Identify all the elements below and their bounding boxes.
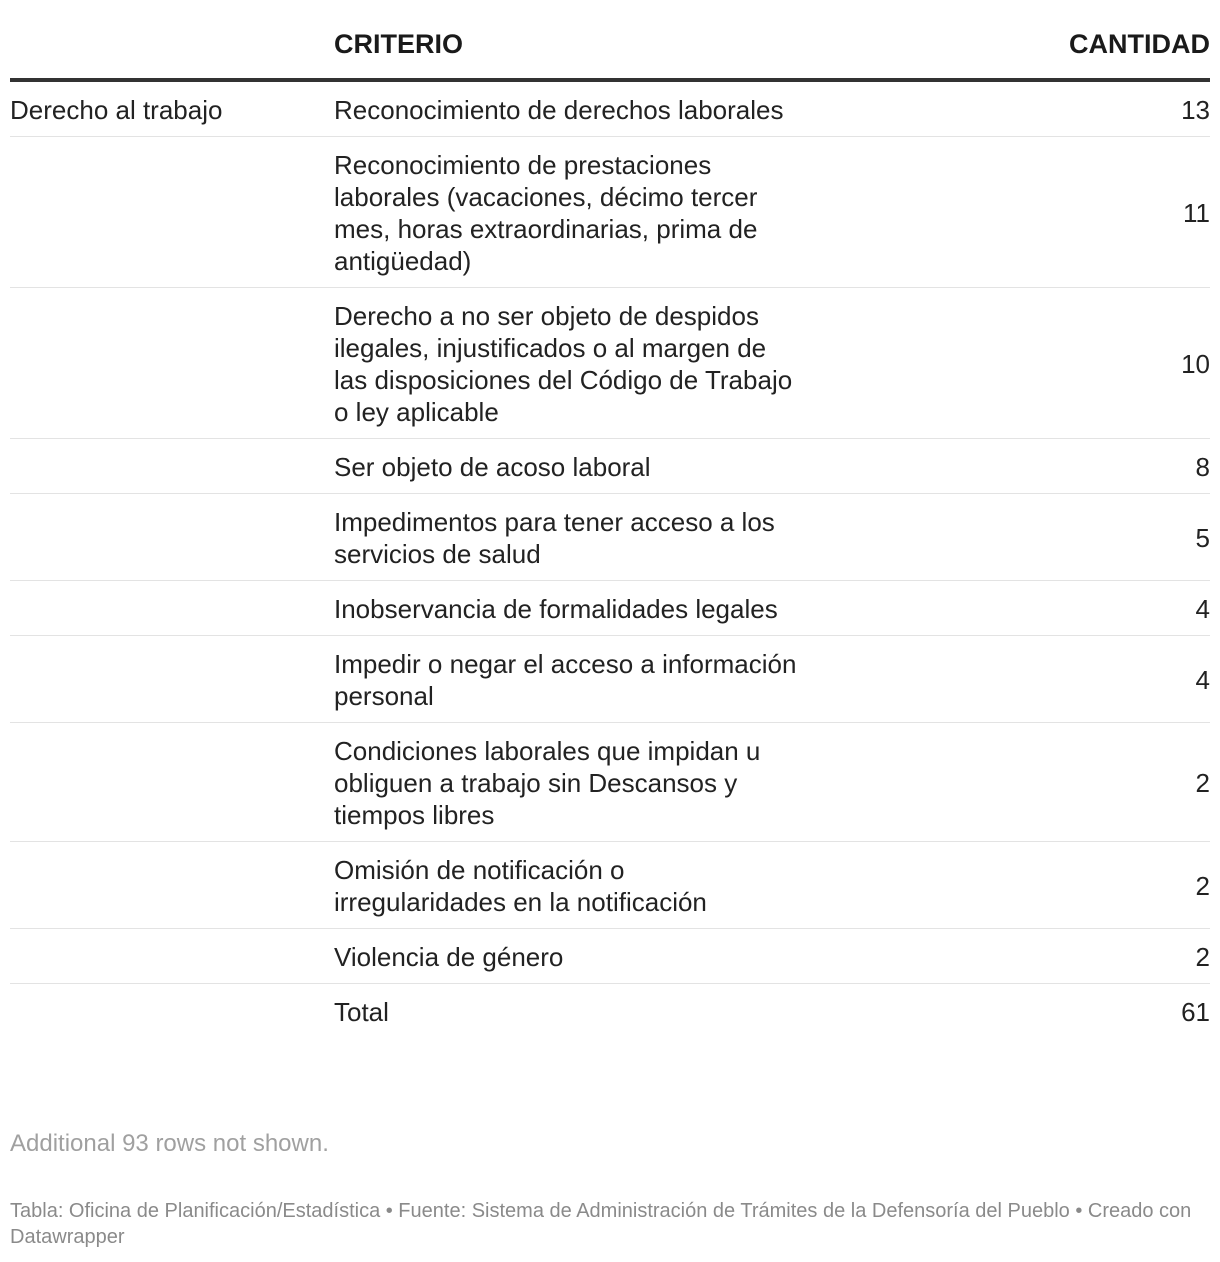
cell-cantidad: 2 [810,929,1210,984]
cell-category [10,636,334,723]
cell-cantidad: 5 [810,494,1210,581]
cell-criterio: Total [334,997,389,1027]
table-row [10,723,1210,842]
cell-cantidad: 10 [810,288,1210,439]
cell-category [10,984,334,1039]
cell-criterio: Reconocimiento de prestaciones laborales (vacaciones, décimo tercer mes, horas extraordinarias, prima de antigüedad) [334,137,810,288]
table-body [10,80,1210,1038]
rows-not-shown-note: Additional 93 rows not shown. [10,1130,329,1157]
table-row [10,288,1210,439]
data-table [10,0,1210,1038]
cell-cantidad: 13 [810,80,1210,137]
cell-criterio: Derecho a no ser objeto de despidos ilegales, injustificados o al margen de las disposiciones del Código de Trabajo o ley aplicable [334,288,810,439]
cell-category: Derecho al trabajo [10,80,334,137]
column-header-cantidad: CANTIDAD [810,0,1210,80]
cell-category [10,581,334,636]
cell-category [10,929,334,984]
column-header-category [10,0,334,80]
table-row [10,581,1210,636]
data-table-container [10,0,1210,1038]
table-row [10,80,1210,137]
source-footer: Tabla: Oficina de Planificación/Estadística • Fuente: Sistema de Administración de Trámites de la Defensoría del Pueblo • Creado con Datawrapper [10,1200,1192,1248]
cell-criterio: Impedimentos para tener acceso a los servicios de salud [334,494,810,581]
table-row [10,636,1210,723]
table-row [10,984,1210,1039]
cell-category [10,439,334,494]
cell-criterio: Ser objeto de acoso laboral [334,439,810,494]
cell-criterio: Omisión de notificación o irregularidades en la notificación [334,842,810,929]
table-row [10,929,1210,984]
cell-cantidad: 11 [810,137,1210,288]
table-header-row [10,0,1210,80]
cell-category [10,288,334,439]
cell-cantidad: 4 [810,581,1210,636]
cell-cantidad: 2 [810,723,1210,842]
cell-criterio: Violencia de género [334,929,810,984]
cell-cantidad: 61 [1181,997,1210,1027]
cell-category [10,842,334,929]
cell-cantidad: 8 [810,439,1210,494]
column-header-criterio: CRITERIO [334,0,810,80]
cell-criterio: Inobservancia de formalidades legales [334,581,810,636]
cell-cantidad: 4 [810,636,1210,723]
table-row [10,842,1210,929]
table-row [10,137,1210,288]
cell-criterio: Reconocimiento de derechos laborales [334,80,810,137]
cell-cantidad: 2 [810,842,1210,929]
cell-criterio: Condiciones laborales que impidan u obliguen a trabajo sin Descansos y tiempos libres [334,723,810,842]
table-row [10,439,1210,494]
cell-category [10,494,334,581]
table-row [10,494,1210,581]
cell-criterio: Impedir o negar el acceso a información personal [334,636,810,723]
cell-category [10,723,334,842]
cell-category [10,137,334,288]
